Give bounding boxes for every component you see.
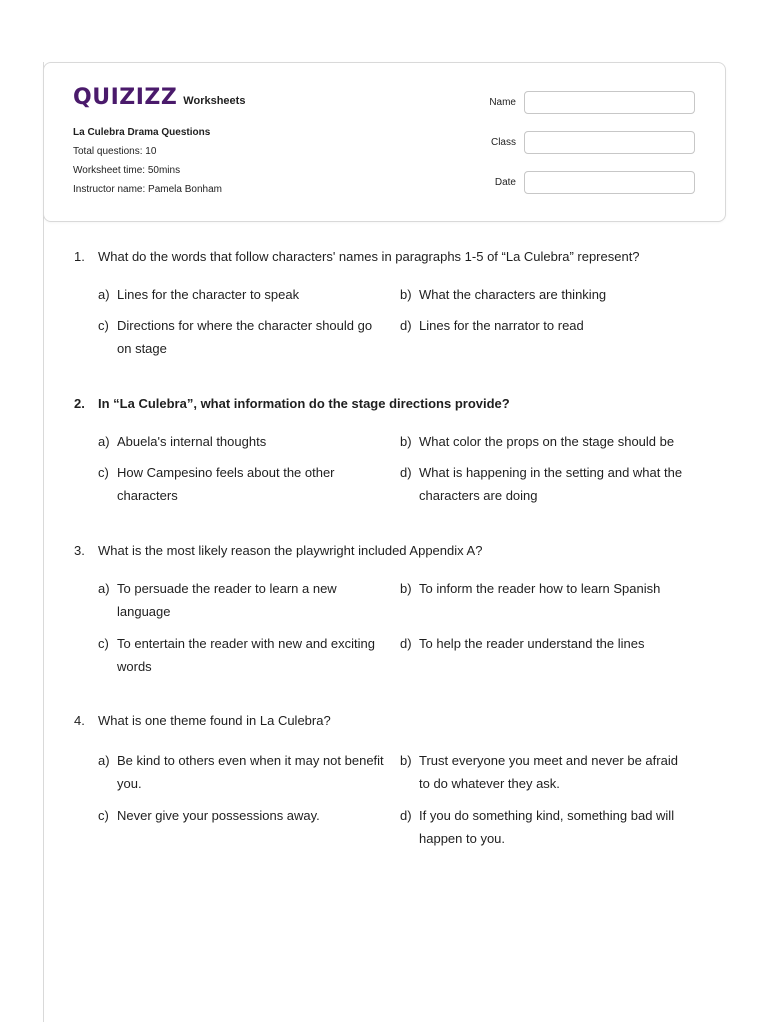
option-text: Never give your possessions away.	[117, 808, 320, 823]
option-text: What color the props on the stage should be	[419, 434, 675, 449]
question-2	[74, 394, 714, 503]
name-field-row	[474, 91, 695, 114]
option-a[interactable]	[98, 577, 388, 623]
option-letter: b)	[400, 581, 412, 596]
class-field[interactable]	[524, 131, 695, 154]
question-stem	[74, 247, 714, 267]
option-letter: d)	[400, 465, 412, 480]
option-text: Abuela's internal thoughts	[117, 434, 267, 449]
option-text: To help the reader understand the lines	[419, 636, 645, 651]
option-a[interactable]	[98, 749, 388, 795]
question-text: What is one theme found in La Culebra?	[98, 713, 331, 728]
question-number: 4.	[74, 713, 85, 728]
option-c[interactable]	[98, 461, 388, 507]
option-letter: d)	[400, 636, 412, 651]
name-field[interactable]	[524, 91, 695, 114]
option-b[interactable]	[400, 283, 690, 306]
class-field-row	[474, 131, 695, 154]
option-letter: a)	[98, 753, 110, 768]
option-text: Lines for the narrator to read	[419, 318, 584, 333]
option-d[interactable]	[400, 632, 690, 655]
option-letter: a)	[98, 287, 110, 302]
option-letter: c)	[98, 465, 109, 480]
option-letter: b)	[400, 753, 412, 768]
option-letter: b)	[400, 434, 412, 449]
option-letter: c)	[98, 318, 109, 333]
option-letter: d)	[400, 318, 412, 333]
option-c[interactable]	[98, 804, 388, 827]
question-number: 1.	[74, 249, 85, 264]
option-text: What is happening in the setting and what the characters are doing	[419, 465, 683, 503]
question-number: 2.	[74, 396, 85, 411]
option-text: What the characters are thinking	[419, 287, 607, 302]
total-questions: Total questions: 10	[73, 146, 157, 157]
instructor-name: Instructor name: Pamela Bonham	[73, 184, 222, 195]
name-label: Name	[489, 97, 516, 108]
date-field-row	[474, 171, 695, 194]
option-text: To persuade the reader to learn a new language	[117, 581, 337, 619]
question-4	[74, 711, 714, 846]
option-text: Directions for where the character should go on stage	[117, 318, 373, 356]
option-text: To inform the reader how to learn Spanish	[419, 581, 661, 596]
logo-text: QUIZIZZ	[73, 85, 178, 110]
date-label: Date	[494, 177, 516, 188]
option-b[interactable]	[400, 430, 690, 453]
option-letter: a)	[98, 434, 110, 449]
option-letter: c)	[98, 808, 109, 823]
option-c[interactable]	[98, 632, 388, 678]
option-text: If you do something kind, something bad will happen to you.	[419, 808, 675, 846]
option-text: Be kind to others even when it may not benefit you.	[117, 753, 384, 791]
question-stem	[74, 711, 714, 731]
date-field[interactable]	[524, 171, 695, 194]
option-d[interactable]	[400, 804, 690, 850]
option-letter: c)	[98, 636, 109, 651]
logo-subtitle: Worksheets	[183, 95, 246, 107]
option-letter: a)	[98, 581, 110, 596]
option-letter: b)	[400, 287, 412, 302]
option-c[interactable]	[98, 314, 388, 360]
worksheet-title: La Culebra Drama Questions	[73, 127, 211, 138]
question-number: 3.	[74, 543, 85, 558]
option-letter: d)	[400, 808, 412, 823]
question-text: What do the words that follow characters' names in paragraphs 1-5 of “La Culebra” represent?	[98, 249, 640, 264]
option-a[interactable]	[98, 283, 388, 306]
option-text: To entertain the reader with new and exciting words	[117, 636, 375, 674]
question-stem	[74, 394, 714, 414]
option-d[interactable]	[400, 314, 690, 337]
option-text: Lines for the character to speak	[117, 287, 300, 302]
option-text: Trust everyone you meet and never be afraid to do whatever they ask.	[419, 753, 678, 791]
option-a[interactable]	[98, 430, 388, 453]
option-text: How Campesino feels about the other characters	[117, 465, 335, 503]
option-b[interactable]	[400, 577, 690, 600]
question-text: What is the most likely reason the playwright included Appendix A?	[98, 543, 483, 558]
worksheet-header	[43, 62, 726, 222]
class-label: Class	[490, 137, 516, 148]
question-stem	[74, 541, 714, 561]
question-3	[74, 541, 714, 674]
question-text: In “La Culebra”, what information do the stage directions provide?	[98, 396, 510, 411]
worksheet-time: Worksheet time: 50mins	[73, 165, 181, 176]
option-d[interactable]	[400, 461, 690, 507]
question-1	[74, 247, 714, 356]
option-b[interactable]	[400, 749, 690, 795]
quizizz-logo	[73, 85, 245, 110]
